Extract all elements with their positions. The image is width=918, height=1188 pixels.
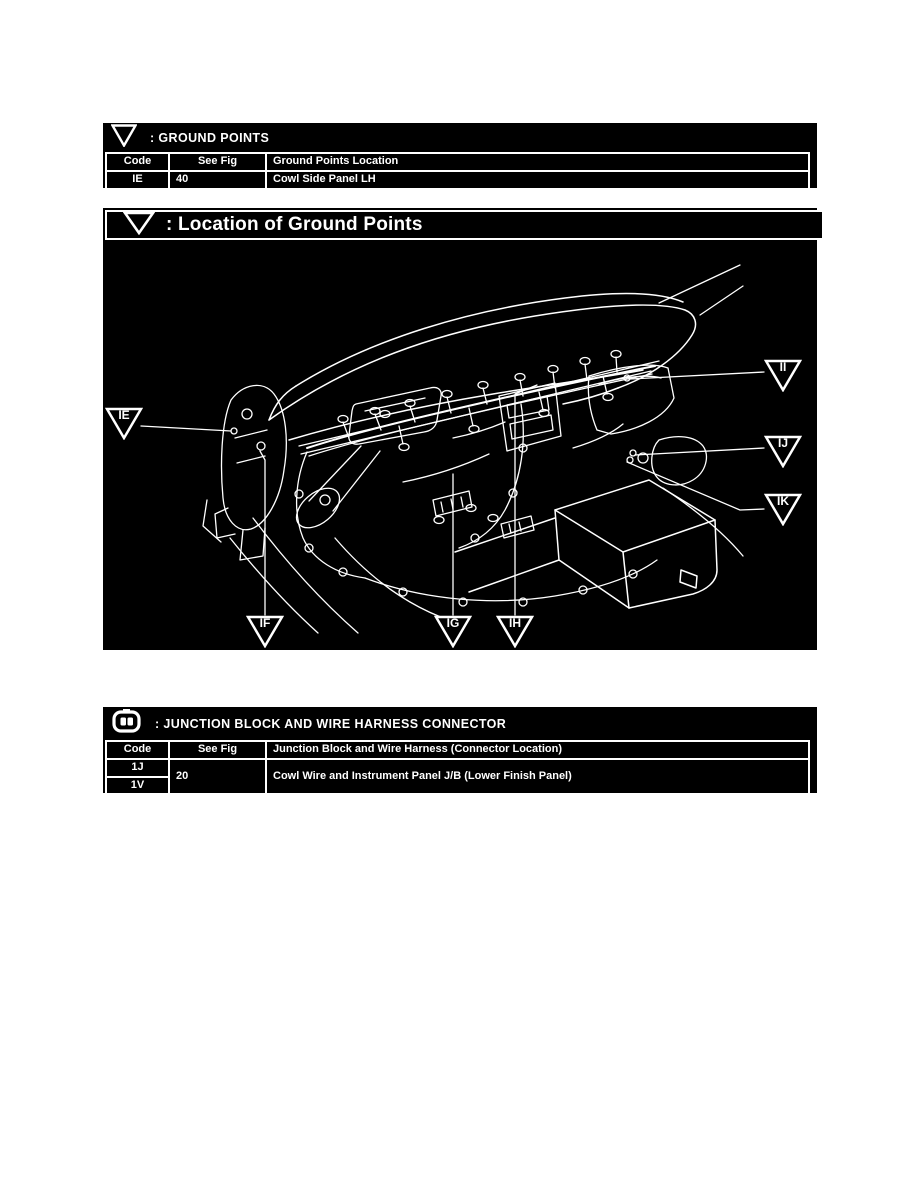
col-header-location: Junction Block and Wire Harness (Connector Location) (266, 741, 809, 759)
ground-marker-IJ (764, 435, 802, 468)
junction-block-section (103, 707, 817, 793)
triangle-down-icon (111, 124, 137, 152)
ground-points-section (103, 123, 817, 188)
col-header-code: Code (106, 153, 169, 171)
cell-see-fig: 20 (169, 759, 266, 795)
dashboard-wiring-diagram (103, 208, 817, 650)
col-header-see-fig: See Fig (169, 741, 266, 759)
ground-marker-IK (764, 493, 802, 526)
cell-location: Cowl Side Panel LH (266, 171, 809, 189)
ground-points-table (105, 152, 810, 190)
center-console (455, 480, 717, 608)
col-header-see-fig: See Fig (169, 153, 266, 171)
cell-code-1j: 1J (106, 759, 169, 777)
steering-column (289, 446, 380, 536)
cell-code: IE (106, 171, 169, 189)
marker-label: IG (446, 616, 460, 630)
marker-label: IK (777, 494, 789, 508)
ground-marker-IG (434, 615, 472, 648)
ground-marker-IH (496, 615, 534, 648)
table-header-row (106, 741, 809, 759)
ground-marker-IF (246, 615, 284, 648)
marker-label: IH (509, 616, 521, 630)
ground-points-location-section (103, 208, 817, 650)
col-header-code: Code (106, 741, 169, 759)
junction-block-header (103, 707, 817, 740)
table-header-row (106, 153, 809, 171)
ground-marker-II (764, 359, 802, 392)
ground-points-header (103, 123, 817, 152)
marker-label: IF (259, 616, 271, 630)
cell-location: Cowl Wire and Instrument Panel J/B (Lower Finish Panel) (266, 759, 809, 795)
table-row (106, 171, 809, 189)
marker-label: IE (118, 408, 130, 422)
location-title-bar (105, 210, 824, 240)
marker-label: II (779, 360, 787, 374)
ground-marker-IE (105, 407, 143, 440)
table-row (106, 759, 809, 777)
cowl-side-panel (203, 385, 286, 560)
marker-label: IJ (777, 436, 788, 450)
cell-see-fig: 40 (169, 171, 266, 189)
col-header-location: Ground Points Location (266, 153, 809, 171)
junction-block-title: : JUNCTION BLOCK AND WIRE HARNESS CONNECTOR (155, 716, 507, 731)
cell-code-1v: 1V (106, 777, 169, 795)
junction-block-table (105, 740, 810, 796)
ground-points-title: : GROUND POINTS (150, 130, 270, 145)
connector-icon (111, 708, 142, 740)
location-title: : Location of Ground Points (166, 214, 423, 235)
triangle-down-icon (123, 211, 155, 240)
center-stack (499, 383, 561, 451)
